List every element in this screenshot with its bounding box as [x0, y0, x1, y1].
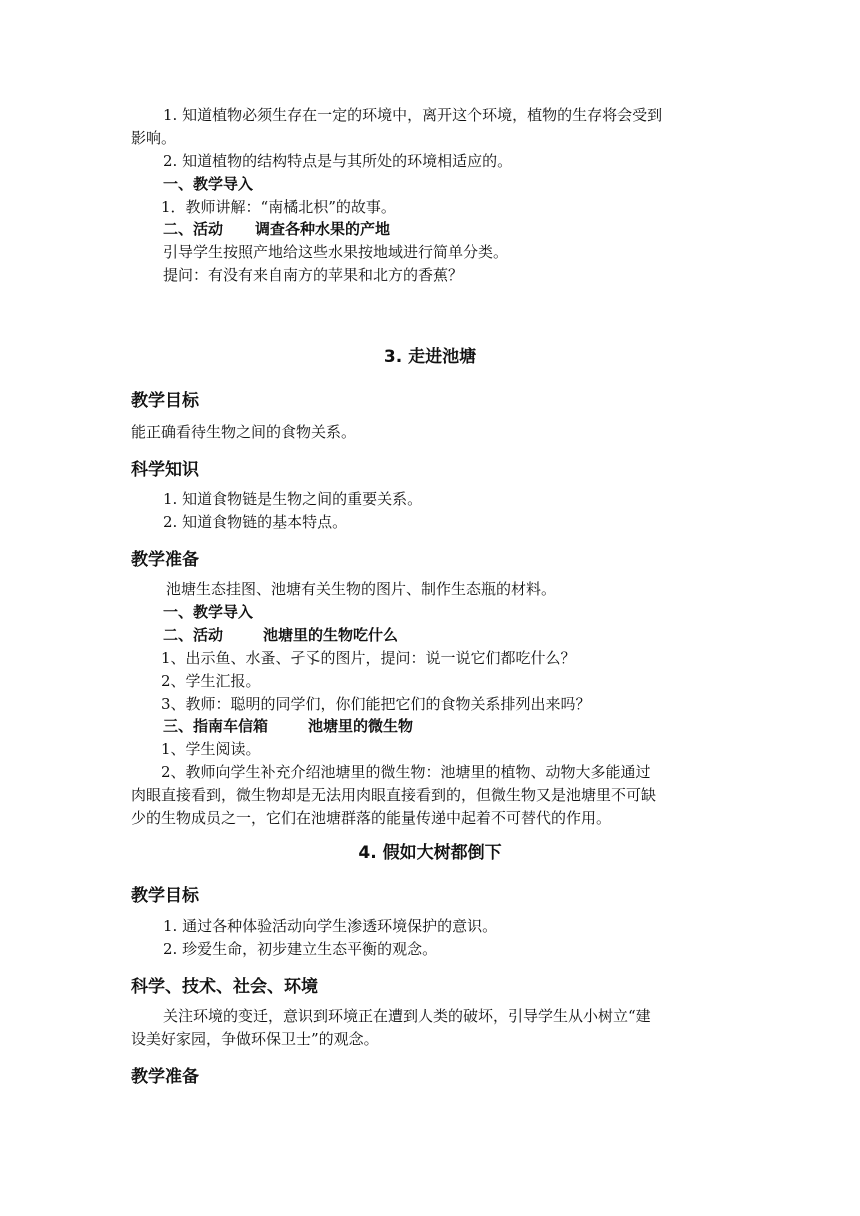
lesson3-activity-heading [163, 624, 398, 646]
lesson3-step-3: 3、教师：聪明的同学们，你们能把它们的食物关系排列出来吗？ [161, 695, 591, 713]
lesson3-mail-1: 1、学生阅读。 [161, 740, 261, 758]
lesson3-activity-title: 池塘里的生物吃什么 [263, 626, 399, 644]
question-text: 提问：有没有来自南方的苹果和北方的香蕉？ [163, 266, 464, 284]
lesson3-mail-2-cont-1: 肉眼直接看到，微生物却是无法用肉眼直接看到的，但微生物又是池塘里不可缺 [131, 786, 657, 804]
lesson4-ste-heading: 科学、技术、社会、环境 [131, 977, 318, 997]
activity-heading [163, 218, 390, 240]
lesson3-prep-heading: 教学准备 [131, 550, 199, 570]
activity-label: 二、活动 [163, 220, 224, 238]
lesson4-goal-2: 2. 珍爱生命，初步建立生态平衡的观念。 [163, 940, 438, 958]
goal-item-1: 1. 知道植物必须生存在一定的环境中，离开这个环境，植物的生存将会受到 [163, 106, 663, 124]
lesson3-step-1: 1、出示鱼、水蚤、孑孓的图片，提问：说一说它们都吃什么？ [161, 649, 576, 667]
lesson3-activity-label: 二、活动 [163, 626, 224, 644]
lesson3-intro-heading: 一、教学导入 [163, 603, 254, 621]
guide-text: 引导学生按照产地给这些水果按地域进行简单分类。 [163, 243, 509, 261]
lesson4-goal-1: 1. 通过各种体验活动向学生渗透环境保护的意识。 [163, 917, 498, 935]
lesson3-knowledge-2: 2. 知道食物链的基本特点。 [163, 513, 348, 531]
lesson3-mail-2-cont-2: 少的生物成员之一，它们在池塘群落的能量传递中起着不可替代的作用。 [131, 809, 612, 827]
lesson3-goal-text: 能正确看待生物之间的食物关系。 [131, 423, 357, 441]
intro-heading: 一、教学导入 [163, 175, 254, 193]
lesson3-title: 3. 走进池塘 [383, 347, 477, 367]
lesson4-goal-heading: 教学目标 [131, 886, 199, 906]
lesson3-prep-text: 池塘生态挂图、池塘有关生物的图片、制作生态瓶的材料。 [166, 580, 557, 598]
lesson3-mailbox-label: 三、指南车信箱 [163, 717, 269, 735]
intro-step-1: 1．教师讲解：“南橘北枳”的故事。 [161, 198, 396, 216]
lesson4-ste-text-cont: 设美好家园，争做环保卫士”的观念。 [131, 1030, 379, 1048]
lesson3-step-2: 2、学生汇报。 [161, 672, 261, 690]
lesson3-mailbox-heading [163, 715, 413, 737]
lesson4-ste-text: 关注环境的变迁，意识到环境正在遭到人类的破坏，引导学生从小树立“建 [163, 1007, 651, 1025]
goal-item-2: 2. 知道植物的结构特点是与其所处的环境相适应的。 [163, 152, 513, 170]
lesson3-goal-heading: 教学目标 [131, 391, 199, 411]
goal-item-1-cont: 影响。 [131, 129, 177, 147]
activity-title: 调查各种水果的产地 [255, 220, 391, 238]
lesson3-mailbox-title: 池塘里的微生物 [308, 717, 414, 735]
lesson3-knowledge-heading: 科学知识 [131, 460, 199, 480]
lesson3-knowledge-1: 1. 知道食物链是生物之间的重要关系。 [163, 490, 423, 508]
lesson3-mail-2: 2、教师向学生补充介绍池塘里的微生物：池塘里的植物、动物大多能通过 [161, 763, 651, 781]
lesson4-prep-heading: 教学准备 [131, 1067, 199, 1087]
lesson4-title: 4. 假如大树都倒下 [358, 843, 502, 863]
